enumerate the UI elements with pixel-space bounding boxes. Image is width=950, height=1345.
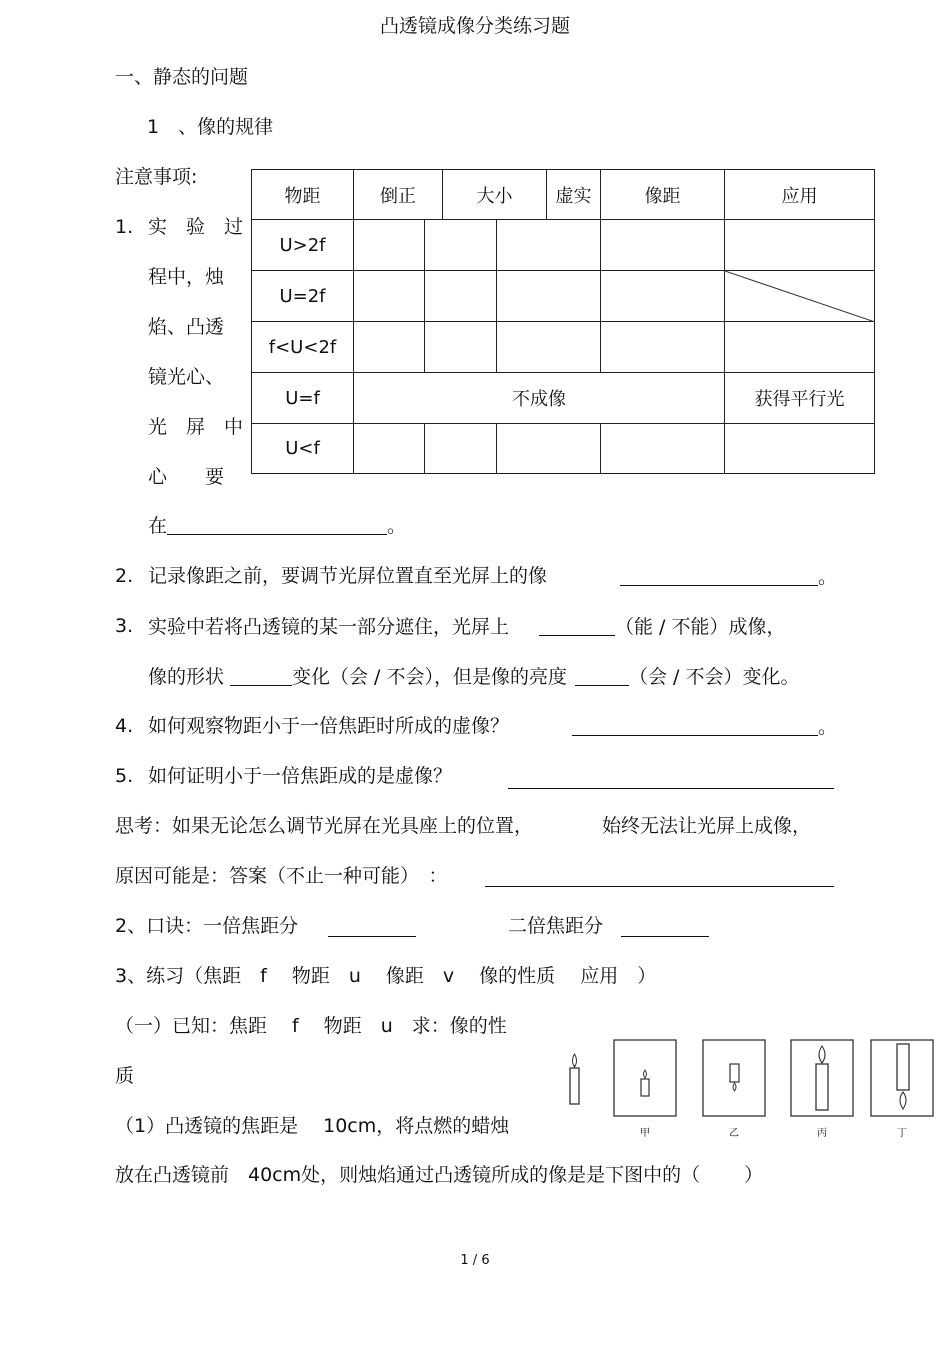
table-cell[interactable] (601, 220, 725, 271)
mnemonic-second: 二倍焦距分 (508, 915, 604, 937)
table-cell[interactable] (497, 424, 601, 474)
header-size: 大小 (443, 170, 547, 220)
q3-text: 变化（会 / 不会），但是像的亮度 (292, 666, 567, 688)
q3-text: （会 / 不会）变化。 (629, 666, 800, 688)
problem1-line2: 放在凸透镜前 40cm处，则烛焰通过凸透镜所成的像是是下图中的（ ） (115, 1164, 764, 1186)
exercise-heading: 3、练习（焦距 f 物距 u 像距 v 像的性质 应用 ） (115, 965, 657, 987)
q2-answer (620, 567, 837, 587)
q4-number: 4. (115, 715, 134, 737)
row-label: U=f (252, 373, 354, 424)
diagonal-line (725, 271, 875, 322)
answer-blank[interactable] (167, 516, 387, 535)
no-image-cell: 不成像 (354, 373, 725, 424)
note1-line: 实 验 过 (148, 216, 244, 238)
table-row (252, 424, 875, 474)
mnemonic-first: 2、口诀：一倍焦距分 (115, 915, 299, 937)
note1-line: 程中，烛 (148, 266, 225, 288)
q4-text: 如何观察物距小于一倍焦距时所成的虚像？ (148, 715, 510, 737)
table-cell[interactable] (425, 220, 497, 271)
row-label: U>2f (252, 220, 354, 271)
table-row (252, 373, 875, 424)
imaging-rules-table (251, 169, 875, 474)
candle-image-yi-icon (730, 1064, 739, 1091)
note1-number: 1. (115, 216, 134, 238)
figure-label: 乙 (729, 1128, 739, 1139)
q5-text: 如何证明小于一倍焦距成的是虚像？ (148, 765, 453, 787)
q2-text: 记录像距之前，要调节光屏位置直至光屏上的像 (148, 565, 548, 587)
answer-blank[interactable] (572, 717, 818, 736)
notes-label: 注意事项: (115, 166, 198, 188)
table-cell[interactable] (601, 424, 725, 474)
table-cell[interactable] (497, 271, 601, 322)
table-cell[interactable] (601, 271, 725, 322)
table-cell[interactable] (601, 322, 725, 373)
candle-image-ding-icon (897, 1044, 909, 1109)
note1-suffix: 。 (387, 515, 407, 537)
note1-line: 镜光心、 (148, 366, 225, 388)
note1-last-line (148, 516, 406, 536)
header-image-distance: 像距 (601, 170, 725, 220)
table-row (252, 322, 875, 373)
q3-text: 像的形状 (148, 666, 225, 688)
figure-label: 丁 (897, 1128, 907, 1139)
table-cell[interactable] (354, 322, 425, 373)
table-cell[interactable] (354, 220, 425, 271)
note1-line: 心 要 (148, 466, 225, 488)
think-line1: 思考：如果无论怎么调节光屏在光具座上的位置， (115, 815, 534, 837)
row-label: U<f (252, 424, 354, 474)
q5-number: 5. (115, 765, 134, 787)
q4-answer (572, 717, 837, 737)
candle-object-icon (570, 1054, 579, 1104)
table-cell[interactable] (425, 322, 497, 373)
table-cell[interactable] (497, 322, 601, 373)
figure-label: 甲 (640, 1128, 650, 1139)
answer-blank[interactable] (575, 667, 629, 686)
table-cell[interactable] (725, 424, 875, 474)
table-cell[interactable] (497, 220, 601, 271)
table-cell[interactable] (725, 322, 875, 373)
note1-line: 焰、凸透 (148, 316, 225, 338)
answer-blank[interactable] (485, 868, 834, 887)
row-label: f<U<2f (252, 322, 354, 373)
q4-end: 。 (818, 716, 838, 738)
subsection-heading: 1 、像的规律 (147, 116, 274, 138)
problem1-line1: （1）凸透镜的焦距是 10cm，将点燃的蜡烛 (115, 1115, 510, 1137)
table-row (252, 271, 875, 322)
table-cell[interactable] (425, 424, 497, 474)
q2-end: 。 (818, 566, 838, 588)
note1-line: 光 屏 中 (148, 416, 244, 438)
answer-blank[interactable] (621, 918, 709, 937)
q3-line1 (148, 617, 786, 637)
q3-text: （能 / 不能）成像， (615, 616, 786, 638)
answer-blank[interactable] (230, 667, 292, 686)
table-cell[interactable] (725, 220, 875, 271)
section-heading: 一、静态的问题 (115, 66, 249, 88)
header-object-distance: 物距 (252, 170, 354, 220)
q3-line2 (148, 667, 799, 687)
answer-blank[interactable] (620, 567, 818, 586)
exercise-given: （一）已知：焦距 f 物距 u 求：像的性 (115, 1015, 507, 1037)
page-title: 凸透镜成像分类练习题 (379, 15, 570, 37)
header-orientation: 倒正 (354, 170, 443, 220)
row-label: U=2f (252, 271, 354, 322)
exercise-given-cont: 质 (115, 1065, 135, 1087)
answer-blank[interactable] (328, 918, 416, 937)
answer-blank[interactable] (508, 770, 834, 789)
figure-label: 丙 (817, 1128, 827, 1139)
diagonal-cell (725, 271, 875, 322)
table-cell[interactable] (354, 271, 425, 322)
think-line1-end: 始终无法让光屏上成像， (602, 815, 812, 837)
q3-number: 3. (115, 615, 134, 637)
header-real-virtual: 虚实 (547, 170, 601, 220)
candle-image-bing-icon (816, 1046, 828, 1110)
parallel-light-cell: 获得平行光 (725, 373, 875, 424)
note1-prefix: 在 (148, 515, 168, 537)
think-line2: 原因可能是：答案（不止一种可能） ： (115, 865, 448, 887)
table-cell[interactable] (354, 424, 425, 474)
header-application: 应用 (725, 170, 875, 220)
q2-number: 2. (115, 565, 134, 587)
answer-blank[interactable] (539, 617, 615, 636)
q3-text: 实验中若将凸透镜的某一部分遮住，光屏上 (148, 616, 510, 638)
table-header-row (252, 170, 875, 220)
table-row (252, 220, 875, 271)
table-cell[interactable] (425, 271, 497, 322)
candle-image-jia-icon (641, 1070, 649, 1096)
page-number: 1 / 6 (460, 1253, 490, 1268)
